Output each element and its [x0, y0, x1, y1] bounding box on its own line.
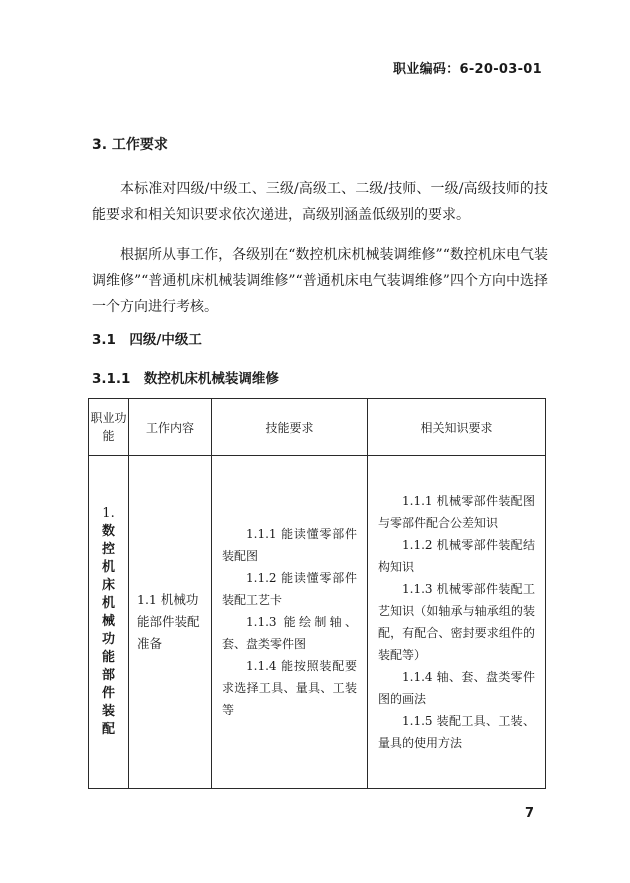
function-name-char: 床: [101, 578, 115, 593]
skill-item: 1.1.2 能读懂零部件装配工艺卡: [222, 571, 357, 607]
subsection-title: 3.1 四级/中级工: [92, 332, 202, 348]
function-name: [90, 523, 127, 739]
function-number: 1.: [102, 506, 115, 521]
requirements-table: [88, 398, 546, 789]
function-cell: [89, 456, 129, 789]
knowledge-item: 1.1.3 机械零部件装配工艺知识（如轴承与轴承组的装配，有配合、密封要求组件的装配等）: [378, 582, 535, 662]
header-function: 职业功能: [89, 399, 129, 456]
subsubsection-title: 3.1.1 数控机床机械装调维修: [92, 371, 279, 387]
function-name-char: 件: [101, 686, 115, 701]
knowledge-item: 1.1.1 机械零部件装配图与零部件配合公差知识: [378, 494, 535, 530]
function-name-char: 机: [101, 596, 115, 611]
page-number: 7: [524, 806, 534, 821]
table-header-row: [89, 399, 546, 456]
paragraph-2: 根据所从事工作，各级别在“数控机床机械装调维修”“数控机床电气装调维修”“普通机床机械装调维修”“普通机床电气装调维修”四个方向中选择一个方向进行考核。: [92, 247, 548, 315]
work-content-cell: 1.1 机械功能部件装配准备: [129, 456, 212, 789]
paragraph-1: 本标准对四级/中级工、三级/高级工、二级/技师、一级/高级技师的技能要求和相关知识要求依次递进，高级别涵盖低级别的要求。: [92, 181, 548, 223]
header-skills: 技能要求: [212, 399, 368, 456]
header-work-content: 工作内容: [129, 399, 212, 456]
occupation-code: 职业编码：6-20-03-01: [392, 62, 542, 77]
header-knowledge: 相关知识要求: [368, 399, 546, 456]
skill-item: 1.1.1 能读懂零部件装配图: [222, 527, 357, 563]
table-row: [89, 456, 546, 789]
section-title: 3. 工作要求: [92, 137, 168, 153]
skill-item: 1.1.3 能绘制轴、套、盘类零件图: [222, 615, 357, 651]
function-name-char: 械: [101, 614, 115, 629]
knowledge-item: 1.1.4 轴、套、盘类零件图的画法: [378, 670, 535, 706]
function-name-char: 机: [101, 560, 115, 575]
function-name-char: 控: [101, 542, 115, 557]
function-name-char: 数: [101, 524, 115, 539]
function-name-char: 功: [101, 632, 115, 647]
function-name-char: 装: [101, 704, 115, 719]
skill-item: 1.1.4 能按照装配要求选择工具、量具、工装等: [222, 659, 357, 717]
knowledge-item: 1.1.5 装配工具、工装、量具的使用方法: [378, 714, 535, 750]
knowledge-item: 1.1.2 机械零部件装配结构知识: [378, 538, 535, 574]
function-name-char: 配: [101, 722, 115, 737]
function-name-char: 能: [101, 650, 115, 665]
skills-cell: [212, 456, 368, 789]
knowledge-cell: [368, 456, 546, 789]
function-name-char: 部: [101, 668, 115, 683]
